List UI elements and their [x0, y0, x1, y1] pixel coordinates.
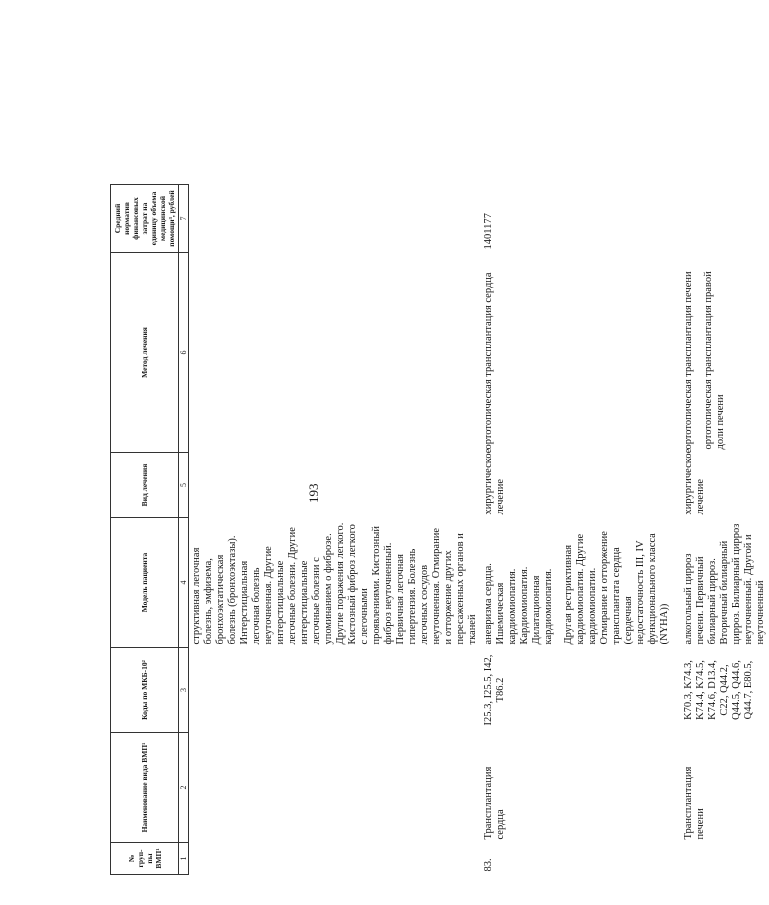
treatment-method-text: ортотопическая трансплантация печени: [683, 271, 694, 450]
header-treatment-type: Вид лечения: [111, 453, 179, 518]
patient-model-text: аневризма сердца. Ишемическая кардиомиопатия. Кардиомиопатия. Дилатационная кардиомиопатия.: [483, 563, 554, 645]
vmp-name: Трансплантация сердца: [483, 766, 506, 840]
patient-model-text: Другая рестриктивная кардиомиопатия. Другие кардиомиопатии. Отмирание и отторжение трансплантата сердца (сердечная недостаточность III, IV функционального класса (NYHA)): [563, 531, 670, 645]
icd-codes: I25.3, I25.5, I42, T86.2: [483, 654, 506, 726]
header-average-cost: Средний норматив финансовых затрат на единицу объема медицинской помощи³, рублей: [111, 185, 179, 253]
rotated-page-content: [110, 185, 766, 875]
column-number: 1: [179, 843, 189, 875]
column-number: 4: [179, 518, 189, 648]
patient-model-text: структивная легочная болезнь, эмфизема, бронхоэктатическая болезнь (бронхоэктазы). Интерстициальная легочная болезнь неуточненная. Другие интерстициальные легочные болезни. Другие интерстициальные легочные болезни с упоминанием о фиброзе. Другие поражения легкого. Кистозный фиброз легкого с легочными проявлениями. Кистозный фиброз неуточненный. Первичная легочная гипертензия. Болезнь легочных сосудов неуточненная. Отмирание и отторжение других пересаженных органов и тканей: [191, 522, 478, 645]
page-number: 193: [306, 483, 321, 503]
table-row: [681, 185, 769, 875]
treatment-type: хирургическое лечение: [483, 448, 506, 515]
table-row: [481, 185, 681, 875]
header-vmp-name: Наименование вида ВМП¹: [111, 733, 179, 843]
vmp-table: [110, 184, 769, 875]
patient-model-text: алкогольный цирроз печени. Первичный билиарный цирроз. Вторичный билиарный цирроз. Билиарный цирроз неуточненный. Другой и неуточненный: [683, 523, 766, 645]
average-cost: 1401177: [483, 213, 494, 250]
header-group-number: № груп-пы ВМП¹: [111, 843, 179, 875]
treatment-type: хирургическое лечение: [683, 448, 706, 515]
column-number: 7: [179, 185, 189, 253]
treatment-method: [681, 253, 769, 453]
header-patient-model: Модель пациента: [111, 518, 179, 648]
table-row: [189, 185, 482, 875]
table-header-row: [111, 185, 179, 875]
header-icd-codes: Коды по МКБ-10²: [111, 648, 179, 733]
column-number: 2: [179, 733, 189, 843]
treatment-method-text: ортотопическая трансплантация правой доли печени: [703, 271, 726, 450]
header-treatment-method: Метод лечения: [111, 253, 179, 453]
patient-model: [481, 518, 681, 648]
column-number: 3: [179, 648, 189, 733]
treatment-method: ортотопическая трансплантация сердца: [483, 272, 494, 450]
column-number: 5: [179, 453, 189, 518]
vmp-name: Трансплантация печени: [683, 766, 706, 840]
icd-codes: K70.3, K74.3, K74.4, K74.5, K74.6, D13.4, C22, Q44.2, Q44.5, Q44.6, Q44.7, E80.5,: [683, 660, 754, 720]
group-number: 83.: [483, 858, 494, 872]
column-number: 6: [179, 253, 189, 453]
column-number-row: [179, 185, 189, 875]
